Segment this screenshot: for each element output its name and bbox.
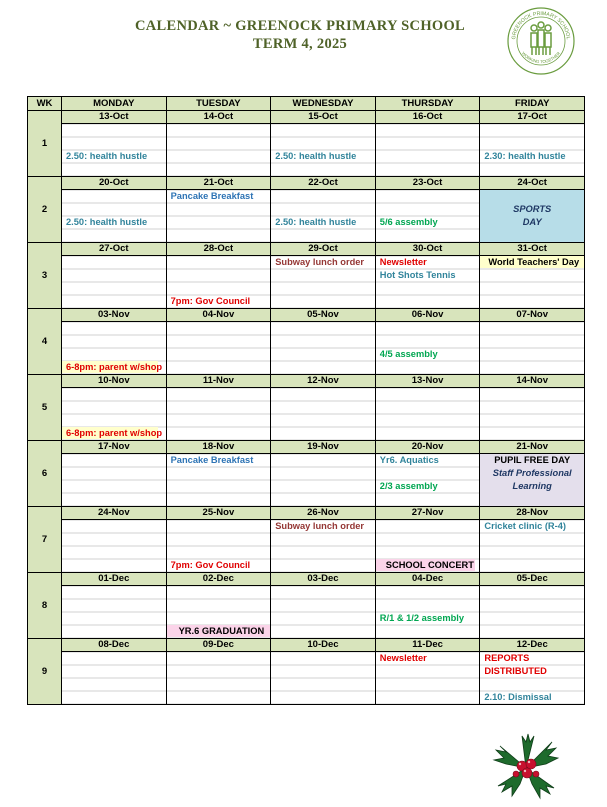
event-item: DAY [522, 217, 542, 227]
day-cell [62, 586, 167, 639]
event-item: 2.50: health hustle [275, 217, 357, 227]
event-item: 2.50: health hustle [66, 151, 148, 161]
event-item: 2.30: health hustle [484, 151, 566, 161]
date-cell: 23-Oct [375, 177, 480, 190]
event-item: Cricket clinic (R-4) [484, 521, 567, 531]
event-item: Subway lunch order [275, 521, 365, 531]
date-cell: 24-Oct [480, 177, 585, 190]
date-cell: 08-Dec [62, 639, 167, 652]
event-item: World Teachers' Day [488, 257, 580, 267]
date-cell: 03-Nov [62, 309, 167, 322]
event-item: Newsletter [379, 653, 427, 663]
week-date-row [28, 111, 585, 124]
header-wk: WK [28, 97, 62, 111]
week-events-row [28, 520, 585, 573]
date-cell: 16-Oct [375, 111, 480, 124]
event-item: Pancake Breakfast [170, 191, 254, 201]
header-friday: FRIDAY [480, 97, 585, 111]
day-cell [62, 190, 167, 243]
day-cell [166, 124, 271, 177]
event-item: Subway lunch order [275, 257, 365, 267]
header-wednesday: WEDNESDAY [271, 97, 376, 111]
week-events-row [28, 388, 585, 441]
date-cell: 18-Nov [166, 441, 271, 454]
event-item: 7pm: Gov Council [170, 560, 251, 570]
date-cell: 27-Nov [375, 507, 480, 520]
week-events-row [28, 256, 585, 309]
date-cell: 17-Nov [62, 441, 167, 454]
week-date-row [28, 573, 585, 586]
event-item: 6-8pm: parent w/shop [66, 362, 163, 372]
date-cell: 22-Oct [271, 177, 376, 190]
day-cell [375, 388, 480, 441]
event-item: 2/3 assembly [379, 481, 438, 491]
week-date-row [28, 441, 585, 454]
event-item: 2.10: Dismissal [484, 692, 552, 702]
day-cell [62, 388, 167, 441]
week-number: 3 [28, 243, 62, 309]
date-cell: 13-Oct [62, 111, 167, 124]
event-item: Learning [512, 481, 552, 491]
week-events-row [28, 652, 585, 705]
page-subtitle: TERM 4, 2025 [252, 36, 348, 52]
date-cell: 20-Oct [62, 177, 167, 190]
page-title: CALENDAR ~ GREENOCK PRIMARY SCHOOL [134, 18, 466, 34]
day-cell [62, 256, 167, 309]
week-events-row [28, 190, 585, 243]
day-cell [271, 256, 376, 309]
date-cell: 20-Nov [375, 441, 480, 454]
day-cell [375, 256, 480, 309]
date-cell: 30-Oct [375, 243, 480, 256]
event-item: 6-8pm: parent w/shop [66, 428, 163, 438]
week-number: 8 [28, 573, 62, 639]
day-cell [375, 190, 480, 243]
event-item: 2.50: health hustle [275, 151, 357, 161]
day-cell [271, 520, 376, 573]
week-number: 4 [28, 309, 62, 375]
date-cell: 05-Nov [271, 309, 376, 322]
day-cell [375, 520, 480, 573]
day-cell [375, 322, 480, 375]
date-cell: 25-Nov [166, 507, 271, 520]
day-cell [480, 124, 585, 177]
header-tuesday: TUESDAY [166, 97, 271, 111]
day-cell [480, 520, 585, 573]
date-cell: 29-Oct [271, 243, 376, 256]
week-number: 7 [28, 507, 62, 573]
date-cell: 26-Nov [271, 507, 376, 520]
day-cell [375, 586, 480, 639]
event-item: REPORTS [484, 653, 530, 663]
day-cell [271, 190, 376, 243]
day-cell [271, 124, 376, 177]
day-cell [166, 652, 271, 705]
day-cell [166, 520, 271, 573]
event-item: DISTRIBUTED [484, 666, 547, 676]
week-number: 5 [28, 375, 62, 441]
event-item: Hot Shots Tennis [379, 270, 456, 280]
event-item: YR.6 GRADUATION [178, 626, 265, 636]
day-cell [271, 652, 376, 705]
date-cell: 27-Oct [62, 243, 167, 256]
day-cell [375, 454, 480, 507]
event-item: SCHOOL CONCERT [385, 560, 474, 570]
date-cell: 31-Oct [480, 243, 585, 256]
week-date-row [28, 507, 585, 520]
date-cell: 11-Nov [166, 375, 271, 388]
week-events-row [28, 586, 585, 639]
date-cell: 19-Nov [271, 441, 376, 454]
date-cell: 28-Nov [480, 507, 585, 520]
date-cell: 06-Nov [375, 309, 480, 322]
event-item: SPORTS [513, 204, 552, 214]
week-events-row [28, 322, 585, 375]
event-item: PUPIL FREE DAY [494, 455, 571, 465]
week-date-row [28, 243, 585, 256]
date-cell: 15-Oct [271, 111, 376, 124]
week-date-row [28, 309, 585, 322]
date-cell: 28-Oct [166, 243, 271, 256]
date-cell: 10-Dec [271, 639, 376, 652]
week-date-row [28, 375, 585, 388]
day-cell [166, 388, 271, 441]
day-cell-pupil-free-day [480, 454, 585, 507]
day-cell [166, 322, 271, 375]
date-cell: 01-Dec [62, 573, 167, 586]
school-logo [506, 6, 576, 76]
day-cell [480, 388, 585, 441]
event-item: Staff Professional [492, 468, 572, 478]
day-cell [62, 520, 167, 573]
day-cell [271, 388, 376, 441]
date-cell: 24-Nov [62, 507, 167, 520]
date-cell: 10-Nov [62, 375, 167, 388]
day-cell [62, 124, 167, 177]
date-cell: 03-Dec [271, 573, 376, 586]
week-number: 9 [28, 639, 62, 705]
day-cell-sports-day [480, 190, 585, 243]
day-cell [375, 652, 480, 705]
date-cell: 13-Nov [375, 375, 480, 388]
event-item: 2.50: health hustle [66, 217, 148, 227]
event-item: Yr6. Aquatics [379, 455, 439, 465]
date-cell: 04-Nov [166, 309, 271, 322]
event-item: 4/5 assembly [379, 349, 438, 359]
day-cell [166, 256, 271, 309]
date-cell: 02-Dec [166, 573, 271, 586]
calendar-table [27, 96, 585, 705]
date-cell: 21-Oct [166, 177, 271, 190]
week-number: 1 [28, 111, 62, 177]
logo-top-text: GREENOCK PRIMARY SCHOOL [510, 10, 571, 40]
date-cell: 09-Dec [166, 639, 271, 652]
date-cell: 14-Nov [480, 375, 585, 388]
logo-bottom-text: WORKING TOGETHER [520, 50, 562, 65]
day-cell [480, 256, 585, 309]
day-cell [480, 322, 585, 375]
date-cell: 12-Nov [271, 375, 376, 388]
svg-text:WORKING TOGETHER [521, 51, 561, 64]
event-item: R/1 & 1/2 assembly [379, 613, 465, 623]
day-cell [166, 454, 271, 507]
date-cell: 17-Oct [480, 111, 585, 124]
date-cell: 04-Dec [375, 573, 480, 586]
week-events-row [28, 124, 585, 177]
day-cell [62, 322, 167, 375]
week-date-row [28, 177, 585, 190]
event-item: Newsletter [379, 257, 427, 267]
holly-icon [486, 728, 566, 806]
header-row [28, 97, 585, 111]
day-cell [271, 586, 376, 639]
event-item: 5/6 assembly [379, 217, 438, 227]
day-cell [166, 586, 271, 639]
date-cell: 07-Nov [480, 309, 585, 322]
date-cell: 05-Dec [480, 573, 585, 586]
day-cell [480, 652, 585, 705]
header-thursday: THURSDAY [375, 97, 480, 111]
event-item: Pancake Breakfast [170, 455, 254, 465]
date-cell: 12-Dec [480, 639, 585, 652]
day-cell [480, 586, 585, 639]
event-item: 7pm: Gov Council [170, 296, 251, 306]
week-number: 6 [28, 441, 62, 507]
day-cell [62, 652, 167, 705]
day-cell [271, 322, 376, 375]
week-events-row [28, 454, 585, 507]
date-cell: 21-Nov [480, 441, 585, 454]
header-monday: MONDAY [62, 97, 167, 111]
day-cell [375, 124, 480, 177]
week-date-row [28, 639, 585, 652]
day-cell [62, 454, 167, 507]
week-number: 2 [28, 177, 62, 243]
date-cell: 14-Oct [166, 111, 271, 124]
day-cell [166, 190, 271, 243]
day-cell [271, 454, 376, 507]
date-cell: 11-Dec [375, 639, 480, 652]
